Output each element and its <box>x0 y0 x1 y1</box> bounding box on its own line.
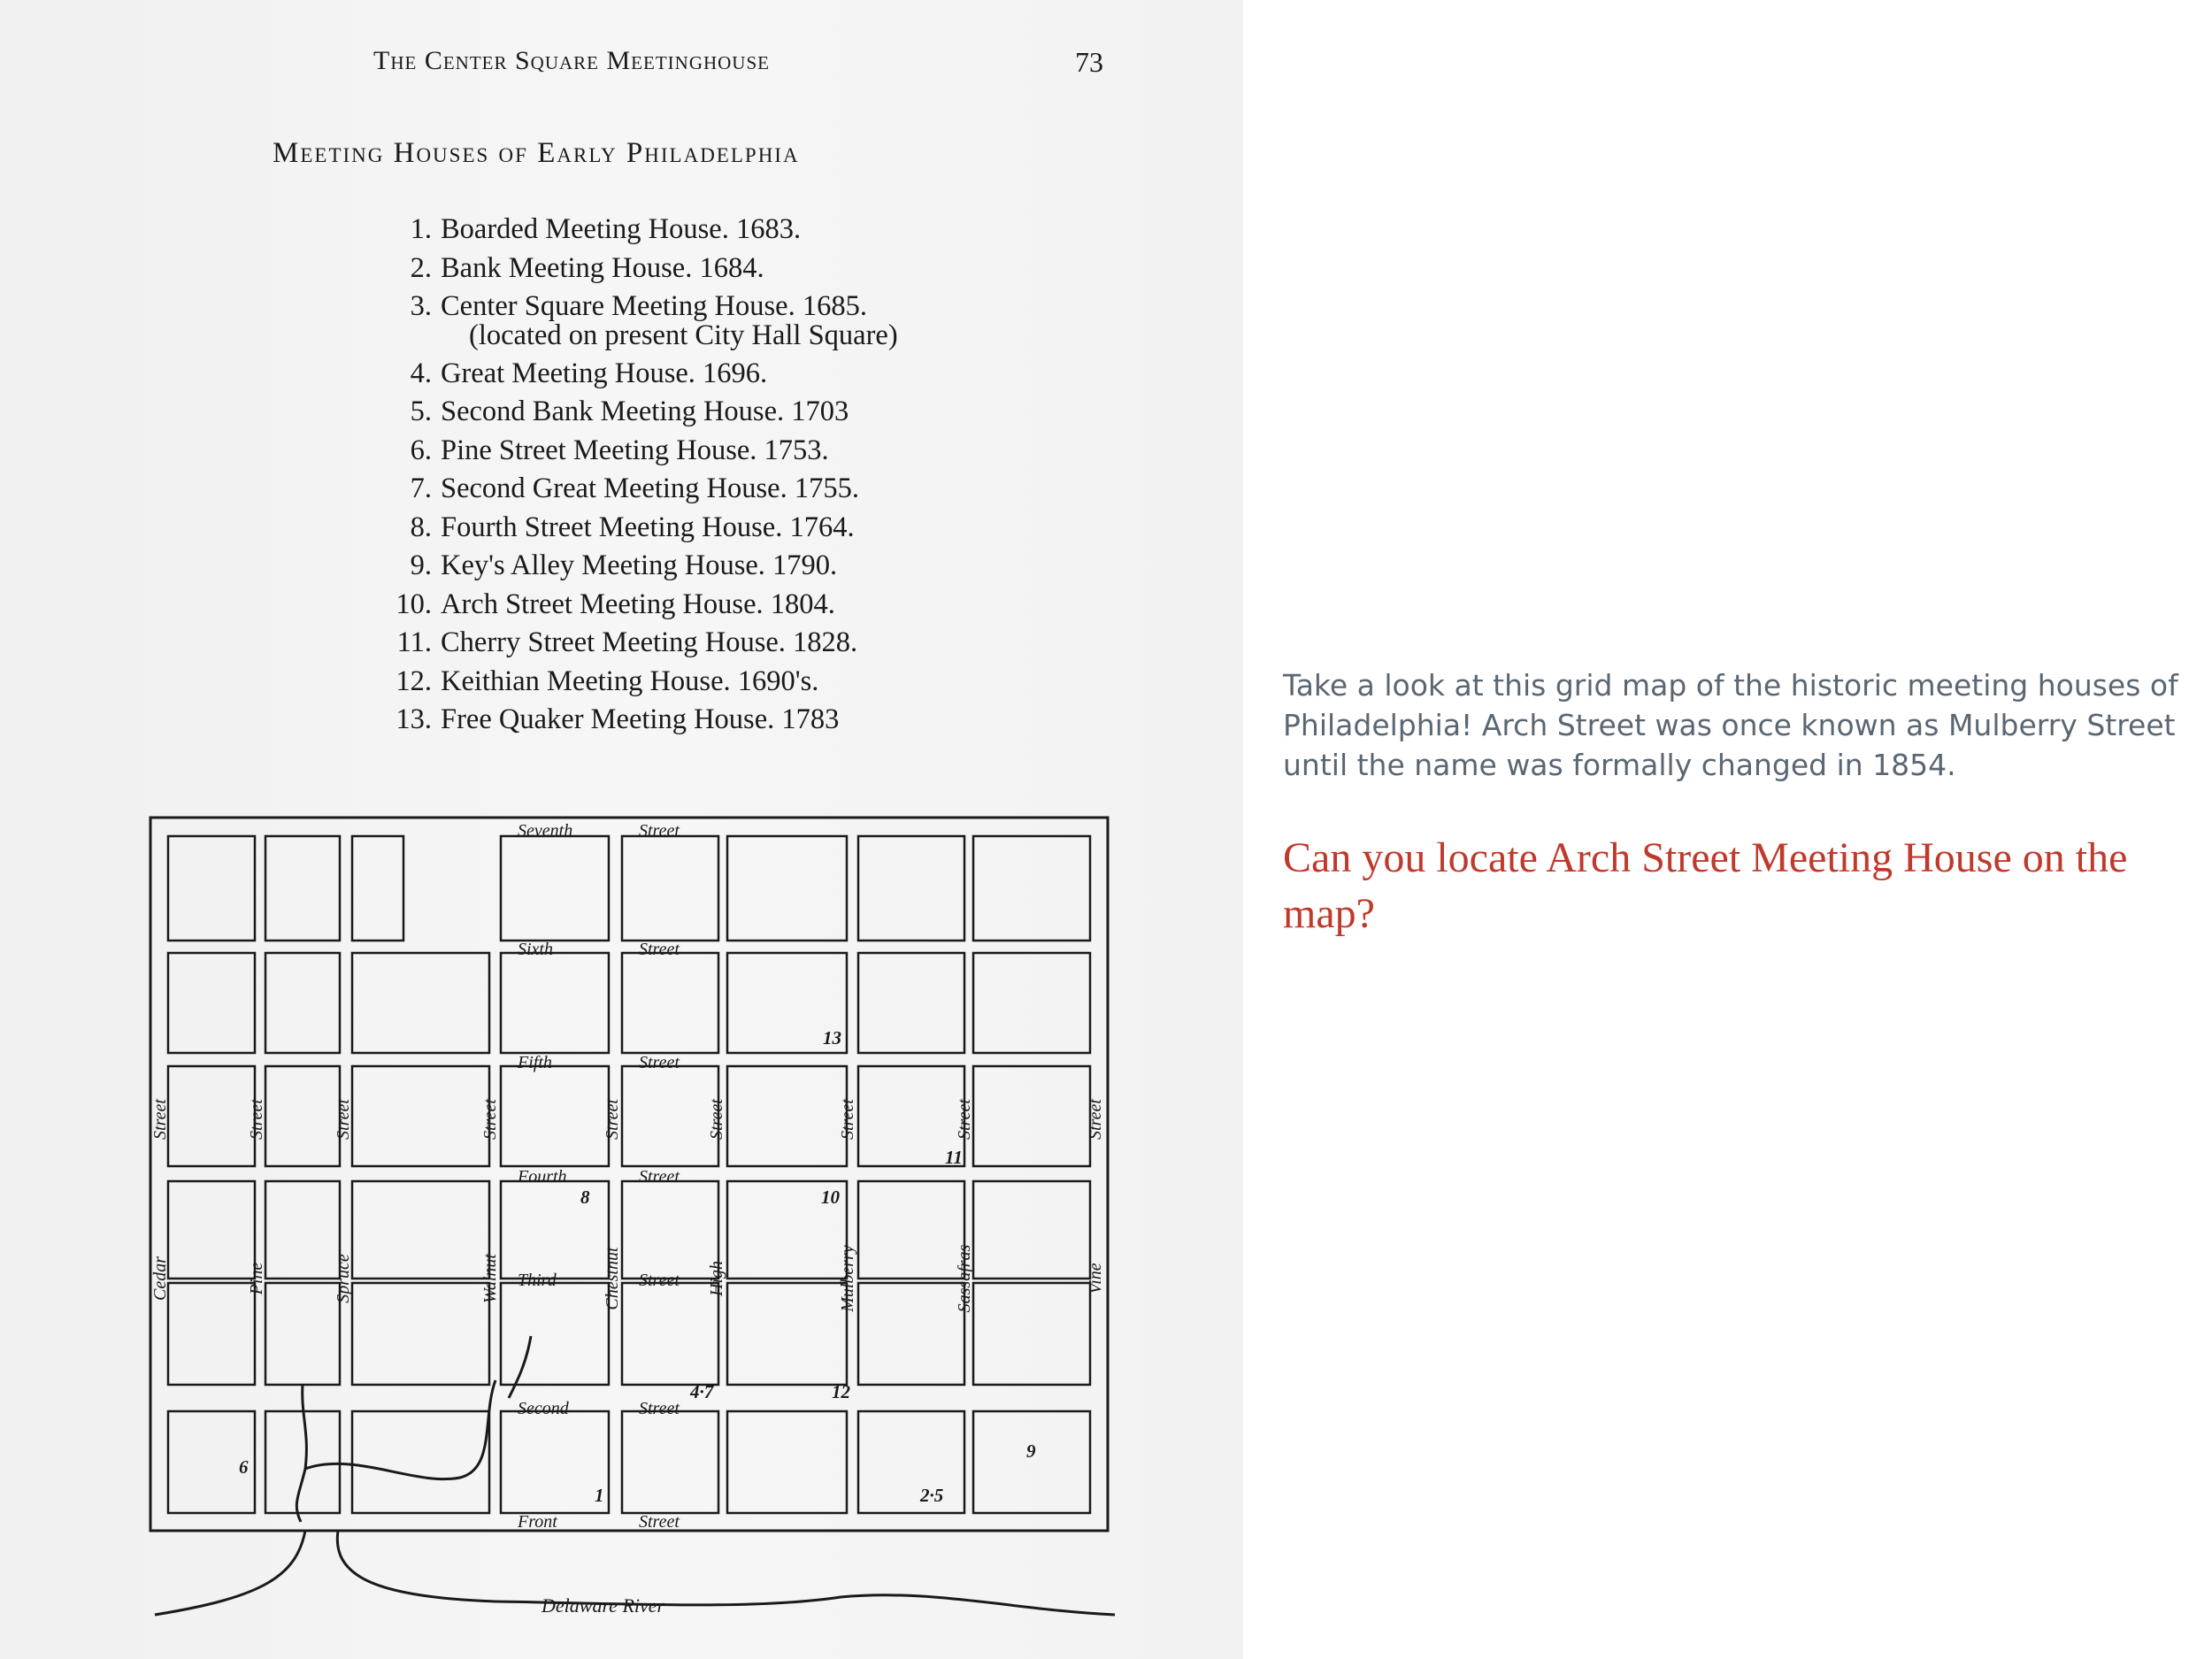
street-label: Sixth <box>518 940 553 959</box>
city-block <box>265 836 340 941</box>
list-item-number: 7. <box>410 472 432 504</box>
meeting-house-marker: 9 <box>1026 1440 1036 1462</box>
street-label: Street <box>838 1099 857 1140</box>
street-label: Cedar <box>150 1256 170 1301</box>
list-item <box>372 250 898 288</box>
list-item-number: 10. <box>396 588 432 620</box>
street-label: Street <box>639 821 680 841</box>
list-item-text: Boarded Meeting House. 1683. <box>441 213 802 245</box>
street-label: Front <box>518 1512 557 1532</box>
city-block <box>973 1181 1090 1279</box>
list-item <box>372 211 898 250</box>
street-label: Fourth <box>518 1167 567 1187</box>
city-block <box>727 1066 847 1166</box>
street-label: Sassafras <box>955 1244 974 1313</box>
list-item-text: Great Meeting House. 1696. <box>441 357 768 389</box>
city-block <box>622 953 718 1053</box>
street-label: Vine <box>1086 1263 1105 1294</box>
list-item-number: 8. <box>410 511 432 543</box>
street-label: Walnut <box>480 1254 500 1303</box>
dock-creek <box>305 1380 495 1479</box>
street-label: Seventh <box>518 821 573 841</box>
city-block <box>622 1066 718 1166</box>
river-bank <box>155 1531 305 1615</box>
list-item-text: Fourth Street Meeting House. 1764. <box>441 511 855 543</box>
city-block <box>727 836 847 941</box>
street-label: Mulberry <box>838 1245 857 1312</box>
river-label: Delaware River <box>541 1594 665 1617</box>
list-title: Meeting Houses of Early Philadelphia <box>273 137 800 169</box>
city-block <box>858 1411 964 1513</box>
city-block <box>501 953 609 1053</box>
river-bank <box>337 1531 1115 1615</box>
dock-creek <box>509 1336 531 1398</box>
city-block <box>352 1066 489 1166</box>
street-label: Second <box>518 1399 569 1418</box>
list-item-number: 4. <box>410 357 432 389</box>
street-label: Street <box>480 1099 500 1140</box>
list-item-text: Free Quaker Meeting House. 1783 <box>441 703 840 735</box>
city-block <box>622 1283 718 1385</box>
meeting-house-marker: 1 <box>595 1485 604 1506</box>
meeting-house-marker: 13 <box>823 1027 841 1048</box>
city-block <box>352 1283 489 1385</box>
city-block <box>973 836 1090 941</box>
list-item <box>372 470 898 509</box>
list-item-number: 11. <box>396 626 432 658</box>
running-head: The Center Square Meetinghouse <box>373 46 770 75</box>
city-block <box>168 953 255 1053</box>
list-item-text: Center Square Meeting House. 1685. <box>441 290 867 322</box>
street-label: Street <box>639 940 680 959</box>
city-block <box>858 1283 964 1385</box>
list-item <box>372 586 898 625</box>
meeting-house-marker: 12 <box>832 1381 850 1402</box>
street-label: Street <box>639 1167 680 1187</box>
list-item-text: Bank Meeting House. 1684. <box>441 251 764 284</box>
city-block <box>168 1181 255 1279</box>
city-block <box>168 1066 255 1166</box>
meeting-house-marker: 10 <box>821 1187 840 1208</box>
meeting-house-marker: 6 <box>239 1456 249 1478</box>
list-item <box>372 432 898 471</box>
street-label: Spruce <box>334 1254 353 1303</box>
street-label: Street <box>247 1099 266 1140</box>
philadelphia-grid-map <box>0 796 1243 1659</box>
dock-creek <box>296 1385 306 1522</box>
city-block <box>265 1181 340 1279</box>
city-block <box>622 1411 718 1513</box>
street-label: Street <box>639 1512 680 1532</box>
meeting-house-marker: 4·7 <box>690 1381 714 1402</box>
list-item-text: Pine Street Meeting House. 1753. <box>441 434 829 466</box>
city-block <box>622 836 718 941</box>
list-item-number: 13. <box>396 703 432 735</box>
list-item <box>372 547 898 586</box>
city-block <box>727 1283 847 1385</box>
city-block <box>973 953 1090 1053</box>
list-item <box>372 355 898 394</box>
street-label: Street <box>639 1271 680 1290</box>
street-label: High <box>707 1261 726 1296</box>
city-block <box>501 1066 609 1166</box>
city-block <box>168 836 255 941</box>
street-label: Fifth <box>518 1053 552 1072</box>
city-block <box>352 953 489 1053</box>
list-item-text: Arch Street Meeting House. 1804. <box>441 588 835 620</box>
city-block <box>352 836 403 941</box>
street-label: Third <box>518 1271 557 1290</box>
list-item-number: 6. <box>410 434 432 466</box>
list-item <box>372 624 898 663</box>
street-label: Street <box>639 1399 680 1418</box>
city-block <box>501 836 609 941</box>
street-label: Street <box>334 1099 353 1140</box>
meeting-house-list <box>372 211 898 740</box>
city-block <box>501 1411 609 1513</box>
list-item-text: (located on present City Hall Square) <box>469 319 898 351</box>
meeting-house-marker: 2·5 <box>920 1485 944 1506</box>
city-block <box>973 1283 1090 1385</box>
list-item-text: Cherry Street Meeting House. 1828. <box>441 626 858 658</box>
city-block <box>727 1411 847 1513</box>
list-item <box>372 509 898 548</box>
list-item <box>372 701 898 740</box>
city-block <box>352 1411 489 1513</box>
street-label: Street <box>150 1099 170 1140</box>
list-item-number: 12. <box>396 664 432 697</box>
meeting-house-marker: 8 <box>580 1187 590 1208</box>
list-item-number: 9. <box>410 549 432 581</box>
street-label: Pine <box>247 1262 266 1295</box>
city-block <box>265 953 340 1053</box>
city-block <box>973 1411 1090 1513</box>
street-label: Street <box>707 1099 726 1140</box>
list-item <box>372 393 898 432</box>
city-block <box>265 1066 340 1166</box>
city-block <box>265 1411 340 1513</box>
page-number: 73 <box>1075 46 1103 78</box>
city-block <box>501 1283 609 1385</box>
list-item <box>372 663 898 702</box>
list-item-number: 3. <box>410 290 432 322</box>
list-item-number: 5. <box>410 396 432 427</box>
city-block <box>501 1181 609 1279</box>
city-block <box>858 1181 964 1279</box>
city-block <box>168 1283 255 1385</box>
street-label: Street <box>1086 1099 1105 1140</box>
meeting-house-marker: 11 <box>945 1147 963 1168</box>
list-item-text: Keithian Meeting House. 1690's. <box>441 664 819 697</box>
city-block <box>352 1181 489 1279</box>
street-label: Street <box>603 1099 622 1140</box>
street-label: Chestnut <box>603 1247 622 1310</box>
city-block <box>858 953 964 1053</box>
list-item-number: 2. <box>410 251 432 284</box>
city-block <box>973 1066 1090 1166</box>
list-item-text: Second Bank Meeting House. 1703 <box>441 396 849 427</box>
caption-text: Take a look at this grid map of the historic meeting houses of Philadelphia! Arch Street was once known as Mulberry Street until the name was formally changed in 1854. <box>1283 668 2178 782</box>
street-label: Street <box>639 1053 680 1072</box>
street-label: Street <box>955 1099 974 1140</box>
list-item-number: 1. <box>410 213 432 245</box>
list-item-text: Key's Alley Meeting House. 1790. <box>441 549 838 581</box>
city-block <box>858 836 964 941</box>
list-item-text: Second Great Meeting House. 1755. <box>441 472 859 504</box>
question-prompt: Can you locate Arch Street Meeting House on the map? <box>1283 834 2128 937</box>
city-block <box>265 1283 340 1385</box>
city-block <box>622 1181 718 1279</box>
